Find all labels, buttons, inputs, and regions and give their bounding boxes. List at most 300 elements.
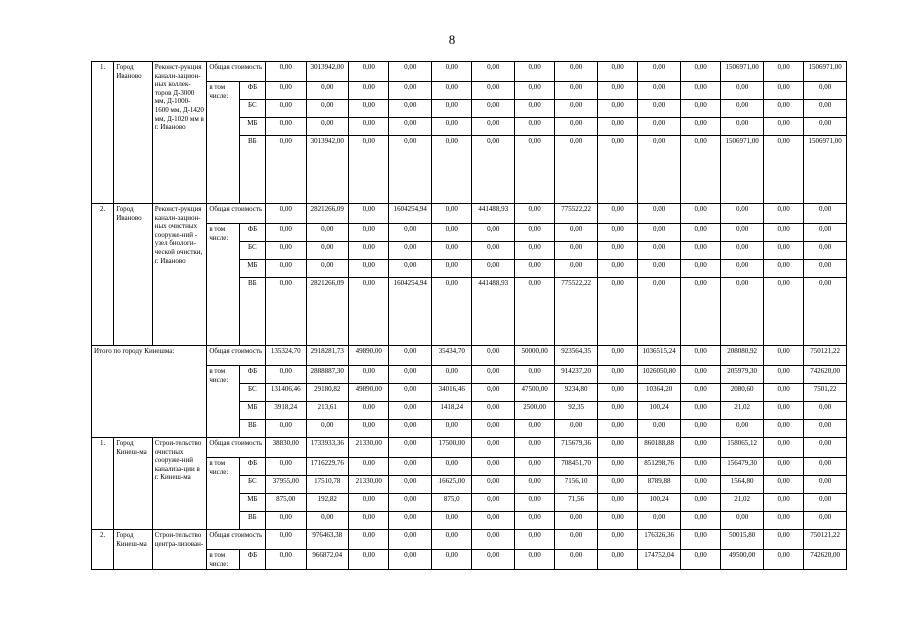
row-index: 2. [92,530,114,570]
value-cell: 0,00 [721,118,764,136]
value-cell: 1604254,94 [389,204,432,224]
value-cell: 0,00 [804,494,847,512]
value-cell: 0,00 [638,204,681,224]
value-cell: 0,00 [597,512,637,530]
including-label: в том числе: [207,458,239,530]
value-cell: 0,00 [804,100,847,118]
budget-source-code: ВБ [239,420,265,438]
value-cell: 0,00 [555,118,598,136]
total-cost-label: Общая стоимость [207,62,266,82]
value-cell: 49890,00 [349,346,389,366]
value-cell: 0,00 [431,278,471,346]
value-cell: 0,00 [431,242,471,260]
value-cell: 0,00 [514,550,554,570]
value-cell: 0,00 [349,224,389,242]
value-cell: 0,00 [472,438,515,458]
value-cell: 0,00 [804,260,847,278]
value-cell: 0,00 [763,100,803,118]
value-cell: 0,00 [680,384,720,402]
value-cell: 0,00 [804,204,847,224]
value-cell: 0,00 [597,346,637,366]
value-cell: 1026050,80 [638,366,681,384]
value-cell: 158065,12 [721,438,764,458]
value-cell: 0,00 [597,62,637,82]
value-cell: 0,00 [472,346,515,366]
value-cell: 0,00 [680,458,720,476]
table-row [92,530,847,550]
value-cell: 0,00 [431,136,471,204]
value-cell: 0,00 [597,438,637,458]
value-cell: 0,00 [514,476,554,494]
value-cell: 0,00 [389,82,432,100]
value-cell: 0,00 [514,278,554,346]
value-cell: 0,00 [804,420,847,438]
value-cell: 0,00 [597,204,637,224]
including-label: в том числе: [207,224,239,346]
value-cell: 0,00 [763,384,803,402]
value-cell: 0,00 [555,62,598,82]
value-cell: 0,00 [266,550,306,570]
value-cell: 0,00 [555,260,598,278]
value-cell: 0,00 [514,62,554,82]
value-cell: 0,00 [680,278,720,346]
value-cell: 0,00 [349,366,389,384]
value-cell: 0,00 [638,82,681,100]
value-cell: 775522,22 [555,278,598,346]
value-cell: 0,00 [349,420,389,438]
value-cell: 0,00 [763,278,803,346]
value-cell: 0,00 [680,136,720,204]
value-cell: 0,00 [472,242,515,260]
value-cell: 0,00 [266,278,306,346]
total-cost-label: Общая стоимость [207,204,266,224]
value-cell: 0,00 [472,136,515,204]
value-cell: 208080,92 [721,346,764,366]
value-cell: 0,00 [389,494,432,512]
value-cell: 0,00 [763,530,803,550]
value-cell: 0,00 [349,260,389,278]
value-cell: 0,00 [597,278,637,346]
total-cost-label: Общая стоимость [207,346,266,366]
value-cell: 38830,00 [266,438,306,458]
value-cell: 750121,22 [804,346,847,366]
value-cell: 0,00 [638,224,681,242]
value-cell: 0,00 [472,224,515,242]
value-cell: 708451,70 [555,458,598,476]
value-cell: 0,00 [349,402,389,420]
value-cell: 0,00 [266,100,306,118]
value-cell: 0,00 [763,366,803,384]
value-cell: 0,00 [721,224,764,242]
value-cell: 441488,93 [472,278,515,346]
value-cell: 0,00 [680,242,720,260]
value-cell: 0,00 [555,420,598,438]
project-description: Строи-тельство очистных сооруже-ний канализа-ции в г. Кинеш-ма [152,438,207,530]
value-cell: 0,00 [472,118,515,136]
value-cell: 775522,22 [555,204,598,224]
value-cell: 0,00 [389,550,432,570]
value-cell: 176326,36 [638,530,681,550]
value-cell: 1564,80 [721,476,764,494]
value-cell: 0,00 [804,242,847,260]
value-cell: 21330,00 [349,438,389,458]
value-cell: 50000,00 [514,346,554,366]
value-cell: 0,00 [597,224,637,242]
value-cell: 0,00 [472,402,515,420]
value-cell: 0,00 [597,530,637,550]
value-cell: 0,00 [349,494,389,512]
value-cell: 174752,04 [638,550,681,570]
budget-source-code: МБ [239,494,265,512]
value-cell: 0,00 [266,420,306,438]
value-cell: 0,00 [306,420,349,438]
value-cell: 0,00 [389,438,432,458]
value-cell: 0,00 [472,530,515,550]
value-cell: 0,00 [555,242,598,260]
value-cell: 47500,00 [514,384,554,402]
value-cell: 0,00 [431,530,471,550]
total-cost-label: Общая стоимость [207,530,266,550]
value-cell: 0,00 [804,438,847,458]
value-cell: 8789,88 [638,476,681,494]
value-cell: 0,00 [597,118,637,136]
value-cell: 0,00 [266,242,306,260]
value-cell: 0,00 [680,62,720,82]
value-cell: 0,00 [638,260,681,278]
value-cell: 135324,70 [266,346,306,366]
value-cell: 0,00 [804,118,847,136]
value-cell: 0,00 [266,366,306,384]
budget-source-code: БС [239,242,265,260]
value-cell: 0,00 [763,512,803,530]
value-cell: 0,00 [431,204,471,224]
value-cell: 0,00 [389,260,432,278]
value-cell: 0,00 [804,224,847,242]
value-cell: 0,00 [389,512,432,530]
value-cell: 0,00 [763,224,803,242]
value-cell: 0,00 [306,260,349,278]
value-cell: 0,00 [389,136,432,204]
value-cell: 0,00 [763,62,803,82]
value-cell: 0,00 [597,100,637,118]
value-cell: 0,00 [266,204,306,224]
value-cell: 0,00 [472,260,515,278]
city-cell: Город Иваново [114,204,152,346]
value-cell: 0,00 [721,420,764,438]
value-cell: 0,00 [763,242,803,260]
value-cell: 0,00 [349,550,389,570]
value-cell: 750121,22 [804,530,847,550]
value-cell: 0,00 [638,118,681,136]
value-cell: 0,00 [763,402,803,420]
value-cell: 0,00 [680,420,720,438]
budget-source-code: БС [239,384,265,402]
value-cell: 1716229,76 [306,458,349,476]
value-cell: 715679,36 [555,438,598,458]
value-cell: 0,00 [763,458,803,476]
value-cell: 0,00 [763,204,803,224]
value-cell: 0,00 [597,494,637,512]
budget-source-code: МБ [239,260,265,278]
value-cell: 2821266,09 [306,278,349,346]
value-cell: 192,82 [306,494,349,512]
value-cell: 0,00 [389,384,432,402]
value-cell: 0,00 [514,512,554,530]
value-cell: 0,00 [680,260,720,278]
value-cell: 0,00 [266,224,306,242]
including-label: в том числе: [207,82,239,204]
value-cell: 0,00 [349,458,389,476]
value-cell: 0,00 [680,346,720,366]
budget-source-code: ВБ [239,512,265,530]
value-cell: 21,02 [721,494,764,512]
value-cell: 0,00 [555,82,598,100]
value-cell: 3013942,00 [306,136,349,204]
value-cell: 0,00 [804,278,847,346]
budget-source-code: ФБ [239,82,265,100]
city-cell: Город Кинеш-ма [114,438,152,530]
value-cell: 0,00 [514,260,554,278]
table-row [92,346,847,366]
value-cell: 875,00 [266,494,306,512]
value-cell: 0,00 [680,100,720,118]
value-cell: 0,00 [349,204,389,224]
value-cell: 742620,00 [804,366,847,384]
value-cell: 0,00 [389,476,432,494]
value-cell: 923564,35 [555,346,598,366]
value-cell: 0,00 [431,82,471,100]
value-cell: 0,00 [514,118,554,136]
value-cell: 0,00 [721,278,764,346]
value-cell: 156479,30 [721,458,764,476]
budget-source-code: ФБ [239,224,265,242]
value-cell: 0,00 [306,512,349,530]
value-cell: 1506971,00 [804,136,847,204]
value-cell: 0,00 [431,62,471,82]
value-cell: 0,00 [804,82,847,100]
value-cell: 0,00 [514,458,554,476]
value-cell: 0,00 [431,260,471,278]
value-cell: 0,00 [804,512,847,530]
value-cell: 0,00 [349,82,389,100]
value-cell: 0,00 [472,476,515,494]
value-cell: 851298,76 [638,458,681,476]
value-cell: 0,00 [431,550,471,570]
value-cell: 0,00 [721,82,764,100]
value-cell: 0,00 [472,62,515,82]
value-cell: 50015,80 [721,530,764,550]
value-cell: 0,00 [472,100,515,118]
value-cell: 3918,24 [266,402,306,420]
value-cell: 0,00 [680,366,720,384]
value-cell: 0,00 [680,438,720,458]
value-cell: 0,00 [389,224,432,242]
value-cell: 0,00 [472,494,515,512]
value-cell: 0,00 [680,82,720,100]
value-cell: 0,00 [680,550,720,570]
value-cell: 0,00 [680,402,720,420]
table-row [92,438,847,458]
value-cell: 9234,80 [555,384,598,402]
value-cell: 0,00 [514,494,554,512]
value-cell: 0,00 [638,62,681,82]
value-cell: 0,00 [638,242,681,260]
value-cell: 0,00 [763,260,803,278]
value-cell: 0,00 [306,224,349,242]
value-cell: 0,00 [555,550,598,570]
value-cell: 213,61 [306,402,349,420]
value-cell: 0,00 [389,366,432,384]
value-cell: 0,00 [472,384,515,402]
value-cell: 0,00 [266,82,306,100]
value-cell: 0,00 [472,512,515,530]
value-cell: 0,00 [597,82,637,100]
value-cell: 0,00 [514,438,554,458]
value-cell: 0,00 [472,458,515,476]
value-cell: 0,00 [638,512,681,530]
value-cell: 0,00 [514,82,554,100]
value-cell: 2888887,30 [306,366,349,384]
budget-source-code: ВБ [239,278,265,346]
value-cell: 0,00 [431,512,471,530]
value-cell: 0,00 [514,204,554,224]
value-cell: 0,00 [597,458,637,476]
value-cell: 92,35 [555,402,598,420]
value-cell: 21,02 [721,402,764,420]
value-cell: 0,00 [555,100,598,118]
value-cell: 1506971,00 [721,136,764,204]
value-cell: 0,00 [680,118,720,136]
value-cell: 131406,46 [266,384,306,402]
row-index: 1. [92,438,114,530]
value-cell: 0,00 [804,476,847,494]
value-cell: 49500,00 [721,550,764,570]
value-cell: 0,00 [514,224,554,242]
budget-source-code: ФБ [239,550,265,570]
including-label: в том числе: [207,550,239,570]
value-cell: 875,0 [431,494,471,512]
value-cell: 441488,93 [472,204,515,224]
value-cell: 3013942,00 [306,62,349,82]
value-cell: 0,00 [514,100,554,118]
value-cell: 0,00 [597,476,637,494]
value-cell: 0,00 [266,530,306,550]
budget-source-code: ФБ [239,458,265,476]
value-cell: 0,00 [389,420,432,438]
value-cell: 0,00 [306,242,349,260]
value-cell: 7156,10 [555,476,598,494]
value-cell: 37955,00 [266,476,306,494]
value-cell: 0,00 [680,204,720,224]
value-cell: 0,00 [514,366,554,384]
value-cell: 0,00 [763,476,803,494]
value-cell: 0,00 [597,260,637,278]
funding-table [91,61,847,570]
value-cell: 0,00 [349,118,389,136]
value-cell: 0,00 [266,260,306,278]
value-cell: 966872,04 [306,550,349,570]
value-cell: 0,00 [431,224,471,242]
value-cell: 0,00 [389,62,432,82]
value-cell: 0,00 [638,278,681,346]
value-cell: 1733933,36 [306,438,349,458]
value-cell: 0,00 [721,242,764,260]
value-cell: 0,00 [349,530,389,550]
city-cell: Город Иваново [114,62,152,204]
value-cell: 0,00 [555,530,598,550]
budget-source-code: МБ [239,402,265,420]
project-description: Строи-тельство центра-лизован- [152,530,207,570]
value-cell: 0,00 [763,420,803,438]
value-cell: 0,00 [597,384,637,402]
project-description: Реконст-рукция канали-зацион-ных очистных сооруже-ний - узел биологи-ческой очистки, г. Иваново [152,204,207,346]
value-cell: 0,00 [349,512,389,530]
city-cell: Город Кинеш-ма [114,530,152,570]
value-cell: 0,00 [597,136,637,204]
value-cell: 0,00 [597,242,637,260]
value-cell: 0,00 [389,346,432,366]
value-cell: 29180,82 [306,384,349,402]
value-cell: 0,00 [472,82,515,100]
value-cell: 0,00 [472,550,515,570]
value-cell: 0,00 [680,530,720,550]
value-cell: 860188,88 [638,438,681,458]
value-cell: 0,00 [680,476,720,494]
value-cell: 35434,70 [431,346,471,366]
value-cell: 17500,00 [431,438,471,458]
value-cell: 0,00 [349,62,389,82]
value-cell: 0,00 [721,512,764,530]
value-cell: 0,00 [266,62,306,82]
value-cell: 0,00 [638,100,681,118]
budget-source-code: МБ [239,118,265,136]
value-cell: 0,00 [763,494,803,512]
value-cell: 0,00 [431,366,471,384]
value-cell: 0,00 [389,118,432,136]
value-cell: 2821266,09 [306,204,349,224]
value-cell: 0,00 [514,136,554,204]
value-cell: 1418,24 [431,402,471,420]
row-index: 1. [92,62,114,204]
value-cell: 0,00 [721,100,764,118]
value-cell: 0,00 [804,402,847,420]
value-cell: 0,00 [721,260,764,278]
value-cell: 100,24 [638,494,681,512]
value-cell: 0,00 [472,366,515,384]
value-cell: 0,00 [306,100,349,118]
value-cell: 0,00 [431,420,471,438]
value-cell: 7501,22 [804,384,847,402]
including-label: в том числе: [207,366,239,438]
value-cell: 0,00 [389,458,432,476]
budget-source-code: ФБ [239,366,265,384]
value-cell: 976463,38 [306,530,349,550]
value-cell: 0,00 [680,494,720,512]
value-cell: 0,00 [306,118,349,136]
value-cell: 0,00 [306,82,349,100]
budget-source-code: БС [239,476,265,494]
value-cell: 1604254,94 [389,278,432,346]
value-cell: 0,00 [349,100,389,118]
value-cell: 0,00 [721,204,764,224]
value-cell: 0,00 [266,136,306,204]
value-cell: 0,00 [349,136,389,204]
value-cell: 0,00 [431,100,471,118]
value-cell: 0,00 [680,224,720,242]
value-cell: 0,00 [763,438,803,458]
value-cell: 0,00 [389,242,432,260]
value-cell: 0,00 [389,402,432,420]
